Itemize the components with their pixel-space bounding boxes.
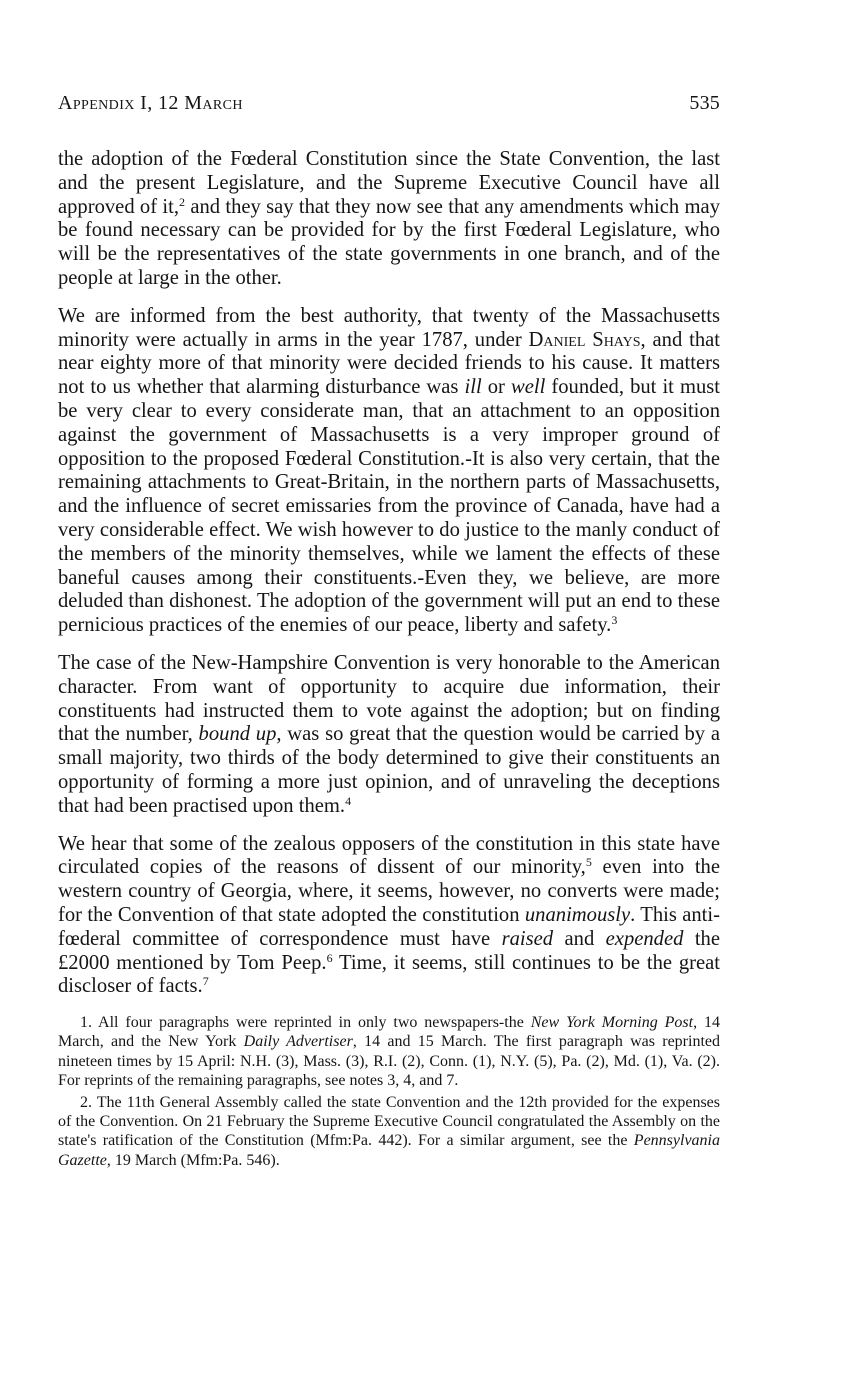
text-run: We are informed from the best authority, that twenty of the Massachusetts minority were actually in arms in the year 1787, under [58, 304, 720, 351]
footnotes [58, 1013, 720, 1170]
newspaper-title: New York Morning Post [530, 1014, 694, 1032]
text-run: Time, it seems, still continues to be the great discloser of facts. [58, 951, 720, 998]
text-run: 2. The 11th General Assembly called the state Convention and the 12th provided for the expenses of the Convention. On 21 February the Supreme Executive Council congratulated the Assembly on the state's ratification of the Constitution (Mfm:Pa. 442). For a similar argument, see the [58, 1093, 720, 1150]
footnote-ref-3: 3 [611, 613, 618, 628]
footnote-ref-5: 5 [585, 855, 592, 870]
text-run: . This anti-fœderal committee of correspondence must have [58, 903, 720, 950]
emphasis-well: well [510, 376, 546, 399]
footnote-ref-4: 4 [345, 793, 352, 808]
footnote-ref-7: 7 [202, 974, 209, 989]
page-number: 535 [689, 92, 720, 114]
text-run: even into the western country of Georgia, where, it seems, however, no converts were made; for the Convention of that state adopted the constitution [58, 856, 720, 926]
body-text [58, 148, 720, 999]
emphasis-unanimously: unanimously [524, 903, 631, 926]
text-run: , 14 March, and the New York [58, 1014, 720, 1051]
emphasis-bound-up: bound up [198, 723, 277, 746]
footnote-ref-6: 6 [326, 950, 333, 965]
paragraph-2 [58, 305, 720, 638]
running-head: Appendix I, 12 March [58, 92, 243, 114]
text-run: , and that near eighty more of that minority were decided friends to his cause. It matters not to us whether that alarming disturbance was [58, 328, 720, 399]
page-header [58, 92, 720, 122]
paragraph-3 [58, 652, 720, 819]
footnote-ref-2: 2 [179, 194, 185, 209]
emphasis-ill: ill [464, 376, 482, 399]
emphasis-raised: raised [501, 927, 554, 950]
footnote-1 [58, 1013, 720, 1090]
newspaper-title: Pennsylvania Gazette [58, 1132, 720, 1169]
text-run: The case of the New-Hampshire Convention is very honorable to the American character. From want of opportunity to acquire due information, their constituents had instructed them to vote against the adoption; but on finding that the number, [58, 651, 720, 746]
book-page [58, 92, 720, 1173]
paragraph-1 [58, 148, 720, 291]
footnote-2 [58, 1093, 720, 1170]
text-run: We hear that some of the zealous opposers of the constitution in this state have circulated copies of the reasons of dissent of our minority, [58, 832, 720, 879]
text-run: or [481, 376, 511, 399]
text-run: , 14 and 15 March. The first paragraph was reprinted nineteen times by 15 April: N.H. (3), Mass. (3), R.I. (2), Conn. (1), N.Y. (5), Pa. (2), Md. (1), Va. (2). For reprints of the remaining paragraphs, see notes 3, 4, and 7. [58, 1033, 721, 1089]
paragraph-4 [58, 833, 720, 1000]
text-run: , 19 March (Mfm:Pa. 546). [106, 1151, 280, 1169]
text-run: 1. All four paragraphs were reprinted in only two newspapers-the [80, 1014, 531, 1032]
text-run: and [553, 927, 606, 950]
text-run: founded, but it must be very clear to every considerate man, that an attachment to an opposition against the government of Massachusetts is a very improper ground of opposition to the proposed Fœderal Constitution.-It is also very certain, that the remaining attachments to Great-Britain, in the northern parts of Massachusetts, and the influence of secret emissaries from the province of Canada, have had a very considerable effect. We wish however to do justice to the manly conduct of the members of the minority themselves, while we lament the effects of these baneful causes among their constituents.-Even they, we believe, are more deluded than dishonest. The adoption of the government will put an end to these pernicious practices of the enemies of our peace, liberty and safety. [58, 376, 721, 637]
emphasis-expended: expended [605, 927, 684, 950]
text-run: , was so great that the question would be carried by a small majority, two thirds of the body determined to give their constituents an opportunity of forming a more just opinion, and of unraveling the deceptions that had been practised upon them. [58, 723, 720, 817]
text-run: the adoption of the Fœderal Constitution since the State Convention, the last and the present Legislature, and the Supreme Executive Council have all approved of it, [58, 148, 720, 218]
text-run: and they say that they now see that any amendments which may be found necessary can be provided for by the first Fœderal Legislature, who will be the representatives of the state governments in one branch, and of the people at large in the other. [58, 195, 720, 289]
text-run: the £2000 mentioned by Tom Peep. [58, 927, 720, 974]
newspaper-title: Daily Advertiser [243, 1033, 353, 1051]
person-name: Daniel Shays [528, 328, 641, 351]
